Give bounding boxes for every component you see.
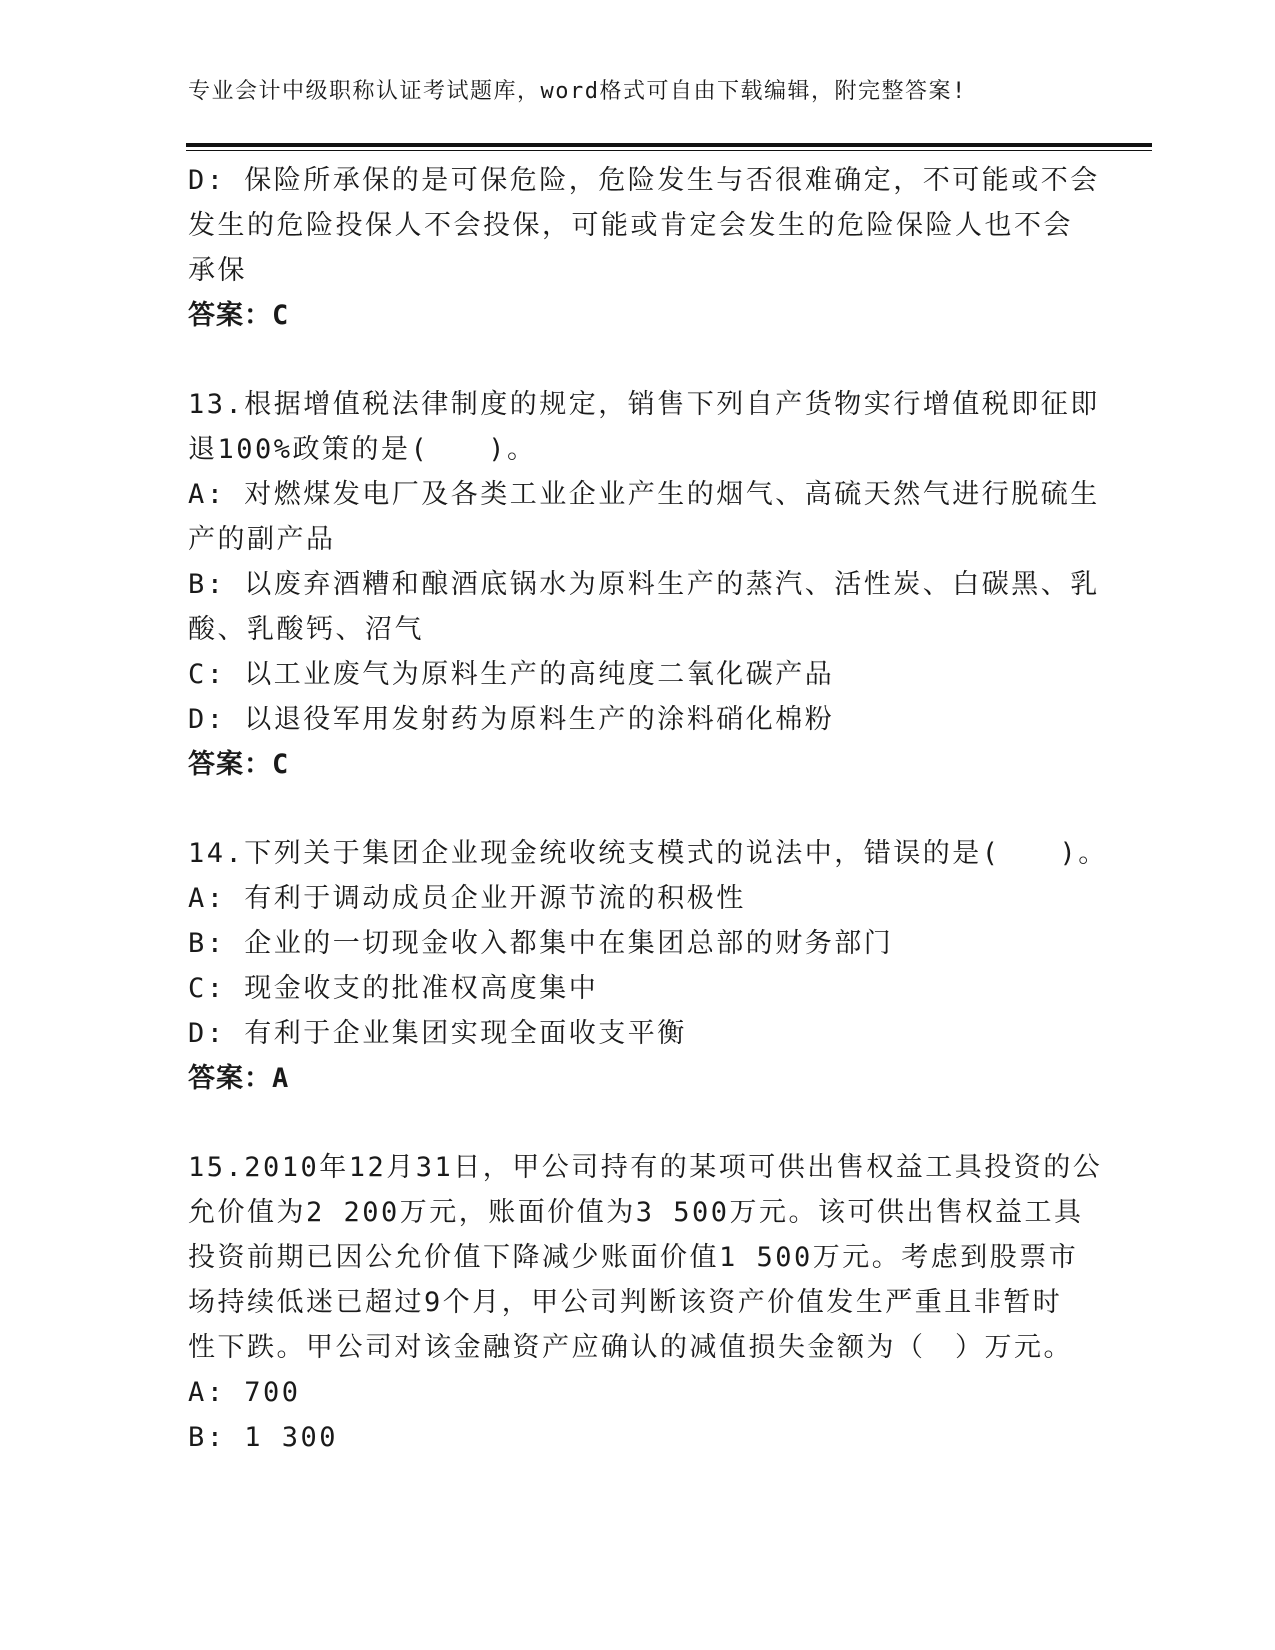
q14-option-b: B: 企业的一切现金收入都集中在集团总部的财务部门	[188, 928, 894, 959]
q13-stem-line-1: 13.根据增值税法律制度的规定，销售下列自产货物实行增值税即征即	[188, 389, 1100, 420]
q14-option-c: C: 现金收支的批准权高度集中	[188, 973, 599, 1004]
question-14-block	[188, 831, 1108, 1101]
q13-answer: 答案：C	[188, 749, 290, 780]
page-header: 专业会计中级职称认证考试题库，word格式可自由下载编辑，附完整答案!	[188, 79, 967, 104]
prev-question-block	[188, 158, 1100, 338]
question-content	[188, 158, 1108, 1460]
q13-option-b-line-1: B: 以废弃酒糟和酿酒底锅水为原料生产的蒸汽、活性炭、白碳黑、乳	[188, 569, 1100, 600]
header-rule-thin	[186, 150, 1152, 151]
q14-answer: 答案：A	[188, 1063, 290, 1094]
header-rule-thick	[186, 143, 1152, 147]
q15-stem-line-3: 投资前期已因公允价值下降减少账面价值1 500万元。考虑到股票市	[188, 1242, 1079, 1273]
q13-option-c: C: 以工业废气为原料生产的高纯度二氧化碳产品	[188, 659, 835, 690]
q15-option-a: A: 700	[188, 1377, 301, 1408]
spacer	[188, 338, 1088, 382]
q15-stem-line-4: 场持续低迷已超过9个月，甲公司判断该资产价值发生严重且非暂时	[188, 1287, 1063, 1318]
q14-option-a: A: 有利于调动成员企业开源节流的积极性	[188, 883, 746, 914]
q13-option-a-line-1: A: 对燃煤发电厂及各类工业企业产生的烟气、高硫天然气进行脱硫生	[188, 479, 1100, 510]
question-13-block	[188, 382, 1100, 787]
q15-stem-line-5: 性下跌。甲公司对该金融资产应确认的减值损失金额为（ ）万元。	[188, 1332, 1073, 1363]
q15-option-b: B: 1 300	[188, 1422, 339, 1453]
prev-option-d-line-3: 承保	[188, 255, 247, 286]
question-15-block	[188, 1145, 1103, 1460]
q13-option-d: D: 以退役军用发射药为原料生产的涂料硝化棉粉	[188, 704, 835, 735]
q13-option-b-line-2: 酸、乳酸钙、沼气	[188, 614, 424, 645]
q13-stem-line-2: 退100%政策的是( )。	[188, 434, 537, 465]
prev-option-d-line-1: D: 保险所承保的是可保危险，危险发生与否很难确定，不可能或不会	[188, 165, 1100, 196]
q15-stem-line-2: 允价值为2 200万元，账面价值为3 500万元。该可供出售权益工具	[188, 1197, 1084, 1228]
spacer	[188, 787, 1088, 831]
spacer	[188, 1101, 1088, 1145]
q15-stem-line-1: 15.2010年12月31日，甲公司持有的某项可供出售权益工具投资的公	[188, 1152, 1103, 1183]
q14-stem: 14.下列关于集团企业现金统收统支模式的说法中，错误的是( )。	[188, 838, 1108, 869]
prev-option-d-line-2: 发生的危险投保人不会投保，可能或肯定会发生的危险保险人也不会	[188, 210, 1073, 241]
prev-answer: 答案：C	[188, 300, 290, 331]
q14-option-d: D: 有利于企业集团实现全面收支平衡	[188, 1018, 687, 1049]
q13-option-a-line-2: 产的副产品	[188, 524, 336, 555]
